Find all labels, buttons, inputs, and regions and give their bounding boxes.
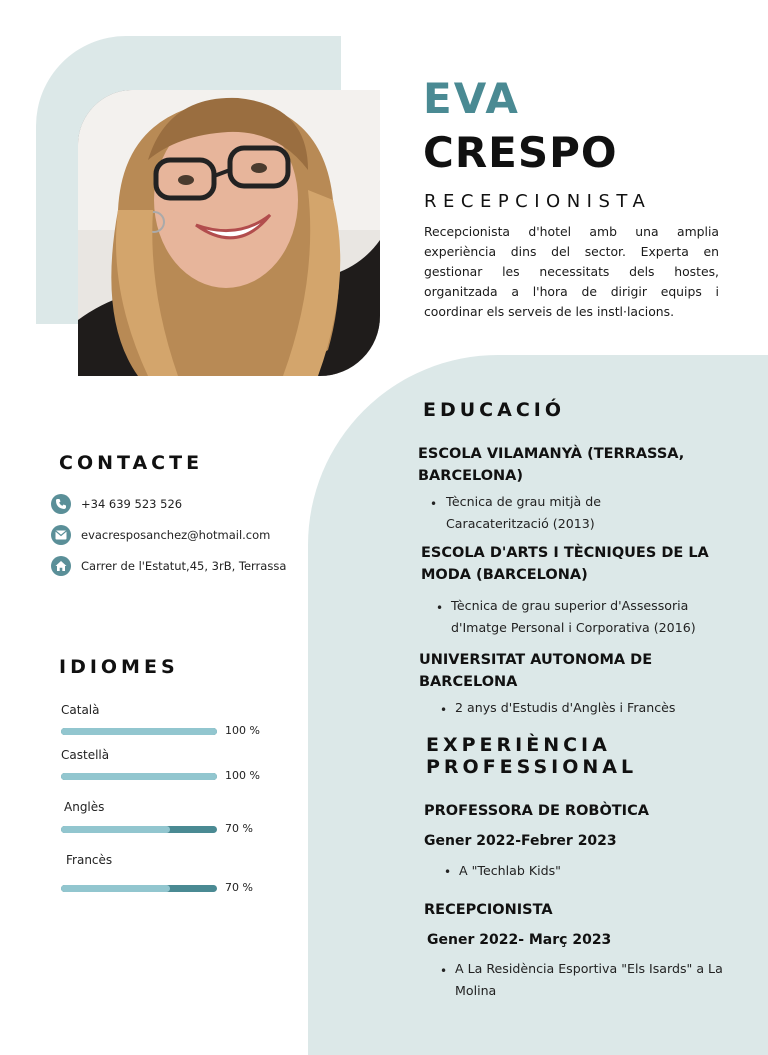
language-level-fill xyxy=(61,826,170,833)
education-institution xyxy=(418,443,684,487)
detail-line: Molina xyxy=(455,983,497,998)
language-level-bar xyxy=(61,885,217,892)
language-name: Castellà xyxy=(61,748,110,762)
contact-phone[interactable]: +34 639 523 526 xyxy=(81,497,183,511)
language-level-label: 100 % xyxy=(225,769,260,782)
language-level-label: 70 % xyxy=(225,881,253,894)
phone-icon xyxy=(51,494,71,514)
language-name: Català xyxy=(61,703,100,717)
institution-line: ESCOLA VILAMANYÀ (TERRASSA, xyxy=(418,446,685,462)
home-icon xyxy=(51,556,71,576)
experience-title xyxy=(426,734,637,778)
language-name: Anglès xyxy=(64,800,105,814)
contact-email[interactable]: evacresposanchez@hotmail.com xyxy=(81,528,271,542)
education-institution xyxy=(419,649,652,693)
institution-line: BARCELONA xyxy=(419,674,518,690)
institution-line: UNIVERSITAT AUTONOMA DE xyxy=(419,652,653,668)
experience-title-line: EXPERIÈNCIA xyxy=(426,734,611,756)
job-title: RECEPCIONISTA xyxy=(424,902,553,918)
education-detail xyxy=(446,491,601,535)
detail-line: Caracaterització (2013) xyxy=(446,516,595,531)
job-date: Gener 2022- Març 2023 xyxy=(427,932,612,948)
detail-line: Tècnica de grau superior d'Assessoria xyxy=(451,598,689,613)
contact-title: CONTACTE xyxy=(59,452,204,474)
profile-summary: Recepcionista d'hotel amb una amplia experiència dins del sector. Experta en gestionar les necessitats dels hostes, organitzada a l'hora de dirigir equips i coordinar els serveis de les instl·lacions. xyxy=(424,224,719,319)
language-level-bar xyxy=(61,826,217,833)
detail-line: d'Imatge Personal i Corporativa (2016) xyxy=(451,620,696,635)
education-institution xyxy=(421,542,709,586)
profile-photo xyxy=(78,90,380,376)
contact-address-row xyxy=(51,556,286,576)
bullet-icon: • xyxy=(436,601,444,615)
email-icon xyxy=(51,525,71,545)
education-detail: 2 anys d'Estudis d'Anglès i Francès xyxy=(455,700,676,715)
contact-address: Carrer de l'Estatut,45, 3rB, Terrassa xyxy=(81,559,287,573)
education-detail xyxy=(451,595,696,639)
job-title: PROFESSORA DE ROBÒTICA xyxy=(424,803,649,819)
institution-line: BARCELONA) xyxy=(418,468,524,484)
experience-title-line: PROFESSIONAL xyxy=(426,756,638,778)
first-name: EVA xyxy=(423,74,520,123)
job-detail xyxy=(455,958,755,1002)
language-level-bar xyxy=(61,728,217,735)
language-level-label: 100 % xyxy=(225,724,260,737)
contact-email-row xyxy=(51,525,270,545)
detail-line: Tècnica de grau mitjà de xyxy=(446,494,602,509)
job-date: Gener 2022-Febrer 2023 xyxy=(424,833,617,849)
languages-title: IDIOMES xyxy=(59,656,179,678)
institution-line: MODA (BARCELONA) xyxy=(421,567,588,583)
institution-line: ESCOLA D'ARTS I TÈCNIQUES DE LA xyxy=(421,545,709,561)
bullet-icon: • xyxy=(440,964,448,978)
bullet-icon: • xyxy=(440,703,448,717)
language-level-label: 70 % xyxy=(225,822,253,835)
education-title: EDUCACIÓ xyxy=(423,399,565,421)
bullet-icon: • xyxy=(444,865,452,879)
language-level-bar xyxy=(61,773,217,780)
detail-line: A La Residència Esportiva "Els Isards" a La xyxy=(455,961,723,976)
language-level-fill xyxy=(61,728,217,735)
language-level-fill xyxy=(61,773,217,780)
language-name: Francès xyxy=(66,853,113,867)
language-level-fill xyxy=(61,885,170,892)
bullet-icon: • xyxy=(430,497,438,511)
job-role: RECEPCIONISTA xyxy=(424,191,652,212)
last-name: CRESPO xyxy=(423,128,618,177)
job-detail: A "Techlab Kids" xyxy=(459,863,561,878)
contact-phone-row xyxy=(51,494,182,514)
